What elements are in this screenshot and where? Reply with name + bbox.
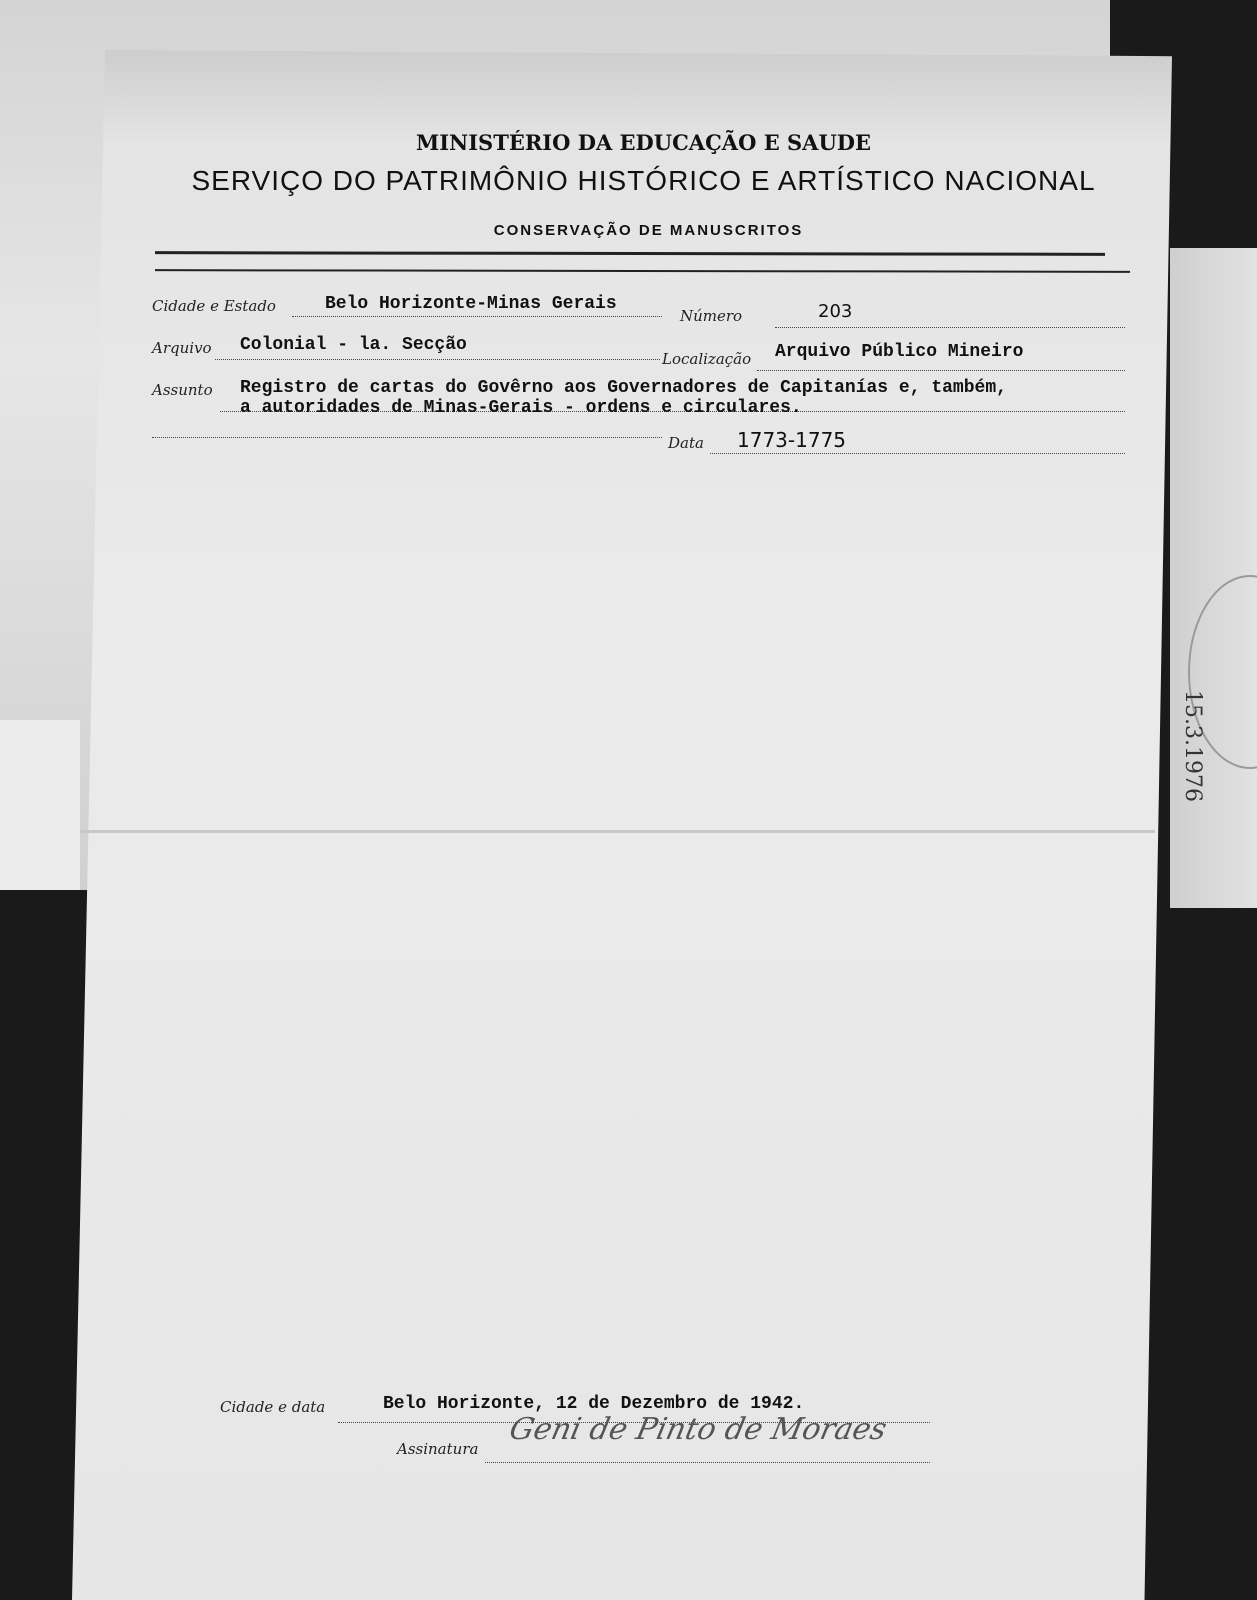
arquivo-label: Arquivo <box>152 339 212 357</box>
arquivo-value: Colonial - la. Secção <box>240 335 467 355</box>
cidade-data-value: Belo Horizonte, 12 de Dezembro de 1942. <box>383 1394 805 1414</box>
cidade-data-label: Cidade e data <box>220 1398 326 1416</box>
assunto-rule-2 <box>152 437 662 438</box>
backing-strip-left <box>0 720 80 890</box>
localizacao-value: Arquivo Público Mineiro <box>775 342 1024 362</box>
numero-line <box>775 327 1125 328</box>
service-title: SERVIÇO DO PATRIMÔNIO HISTÓRICO E ARTÍSTICO NACIONAL <box>191 165 1096 196</box>
form-sheet <box>72 50 1172 1600</box>
cidade-estado-label: Cidade e Estado <box>152 297 276 315</box>
assinatura-line <box>485 1462 930 1463</box>
handwritten-signature: Geni de Pinto de Moraes <box>506 1412 890 1447</box>
numero-value: 203 <box>818 301 853 322</box>
assinatura-label: Assinatura <box>397 1440 479 1458</box>
assunto-line-1: Registro de cartas do Govêrno aos Governadores de Capitanías e, também, <box>240 378 1007 398</box>
localizacao-line <box>757 370 1125 371</box>
assunto-line-2: a autoridades de Minas-Gerais - ordens e circulares. <box>240 398 802 418</box>
stamp-date: 15.3.1976 <box>1180 690 1205 802</box>
numero-label: Número <box>680 307 743 325</box>
cidade-estado-line <box>292 316 662 317</box>
cidade-estado-value: Belo Horizonte-Minas Gerais <box>325 294 617 314</box>
data-value: 1773-1775 <box>737 428 847 452</box>
localizacao-label: Localização <box>662 350 752 368</box>
data-label: Data <box>668 434 704 452</box>
section-subtitle: CONSERVAÇÃO DE MANUSCRITOS <box>493 222 804 239</box>
ministry-heading: MINISTÉRIO DA EDUCAÇÃO E SAUDE <box>415 130 872 155</box>
data-line <box>710 453 1125 454</box>
arquivo-line <box>215 359 660 360</box>
paper-fold <box>80 830 1155 833</box>
assunto-label: Assunto <box>152 381 213 399</box>
